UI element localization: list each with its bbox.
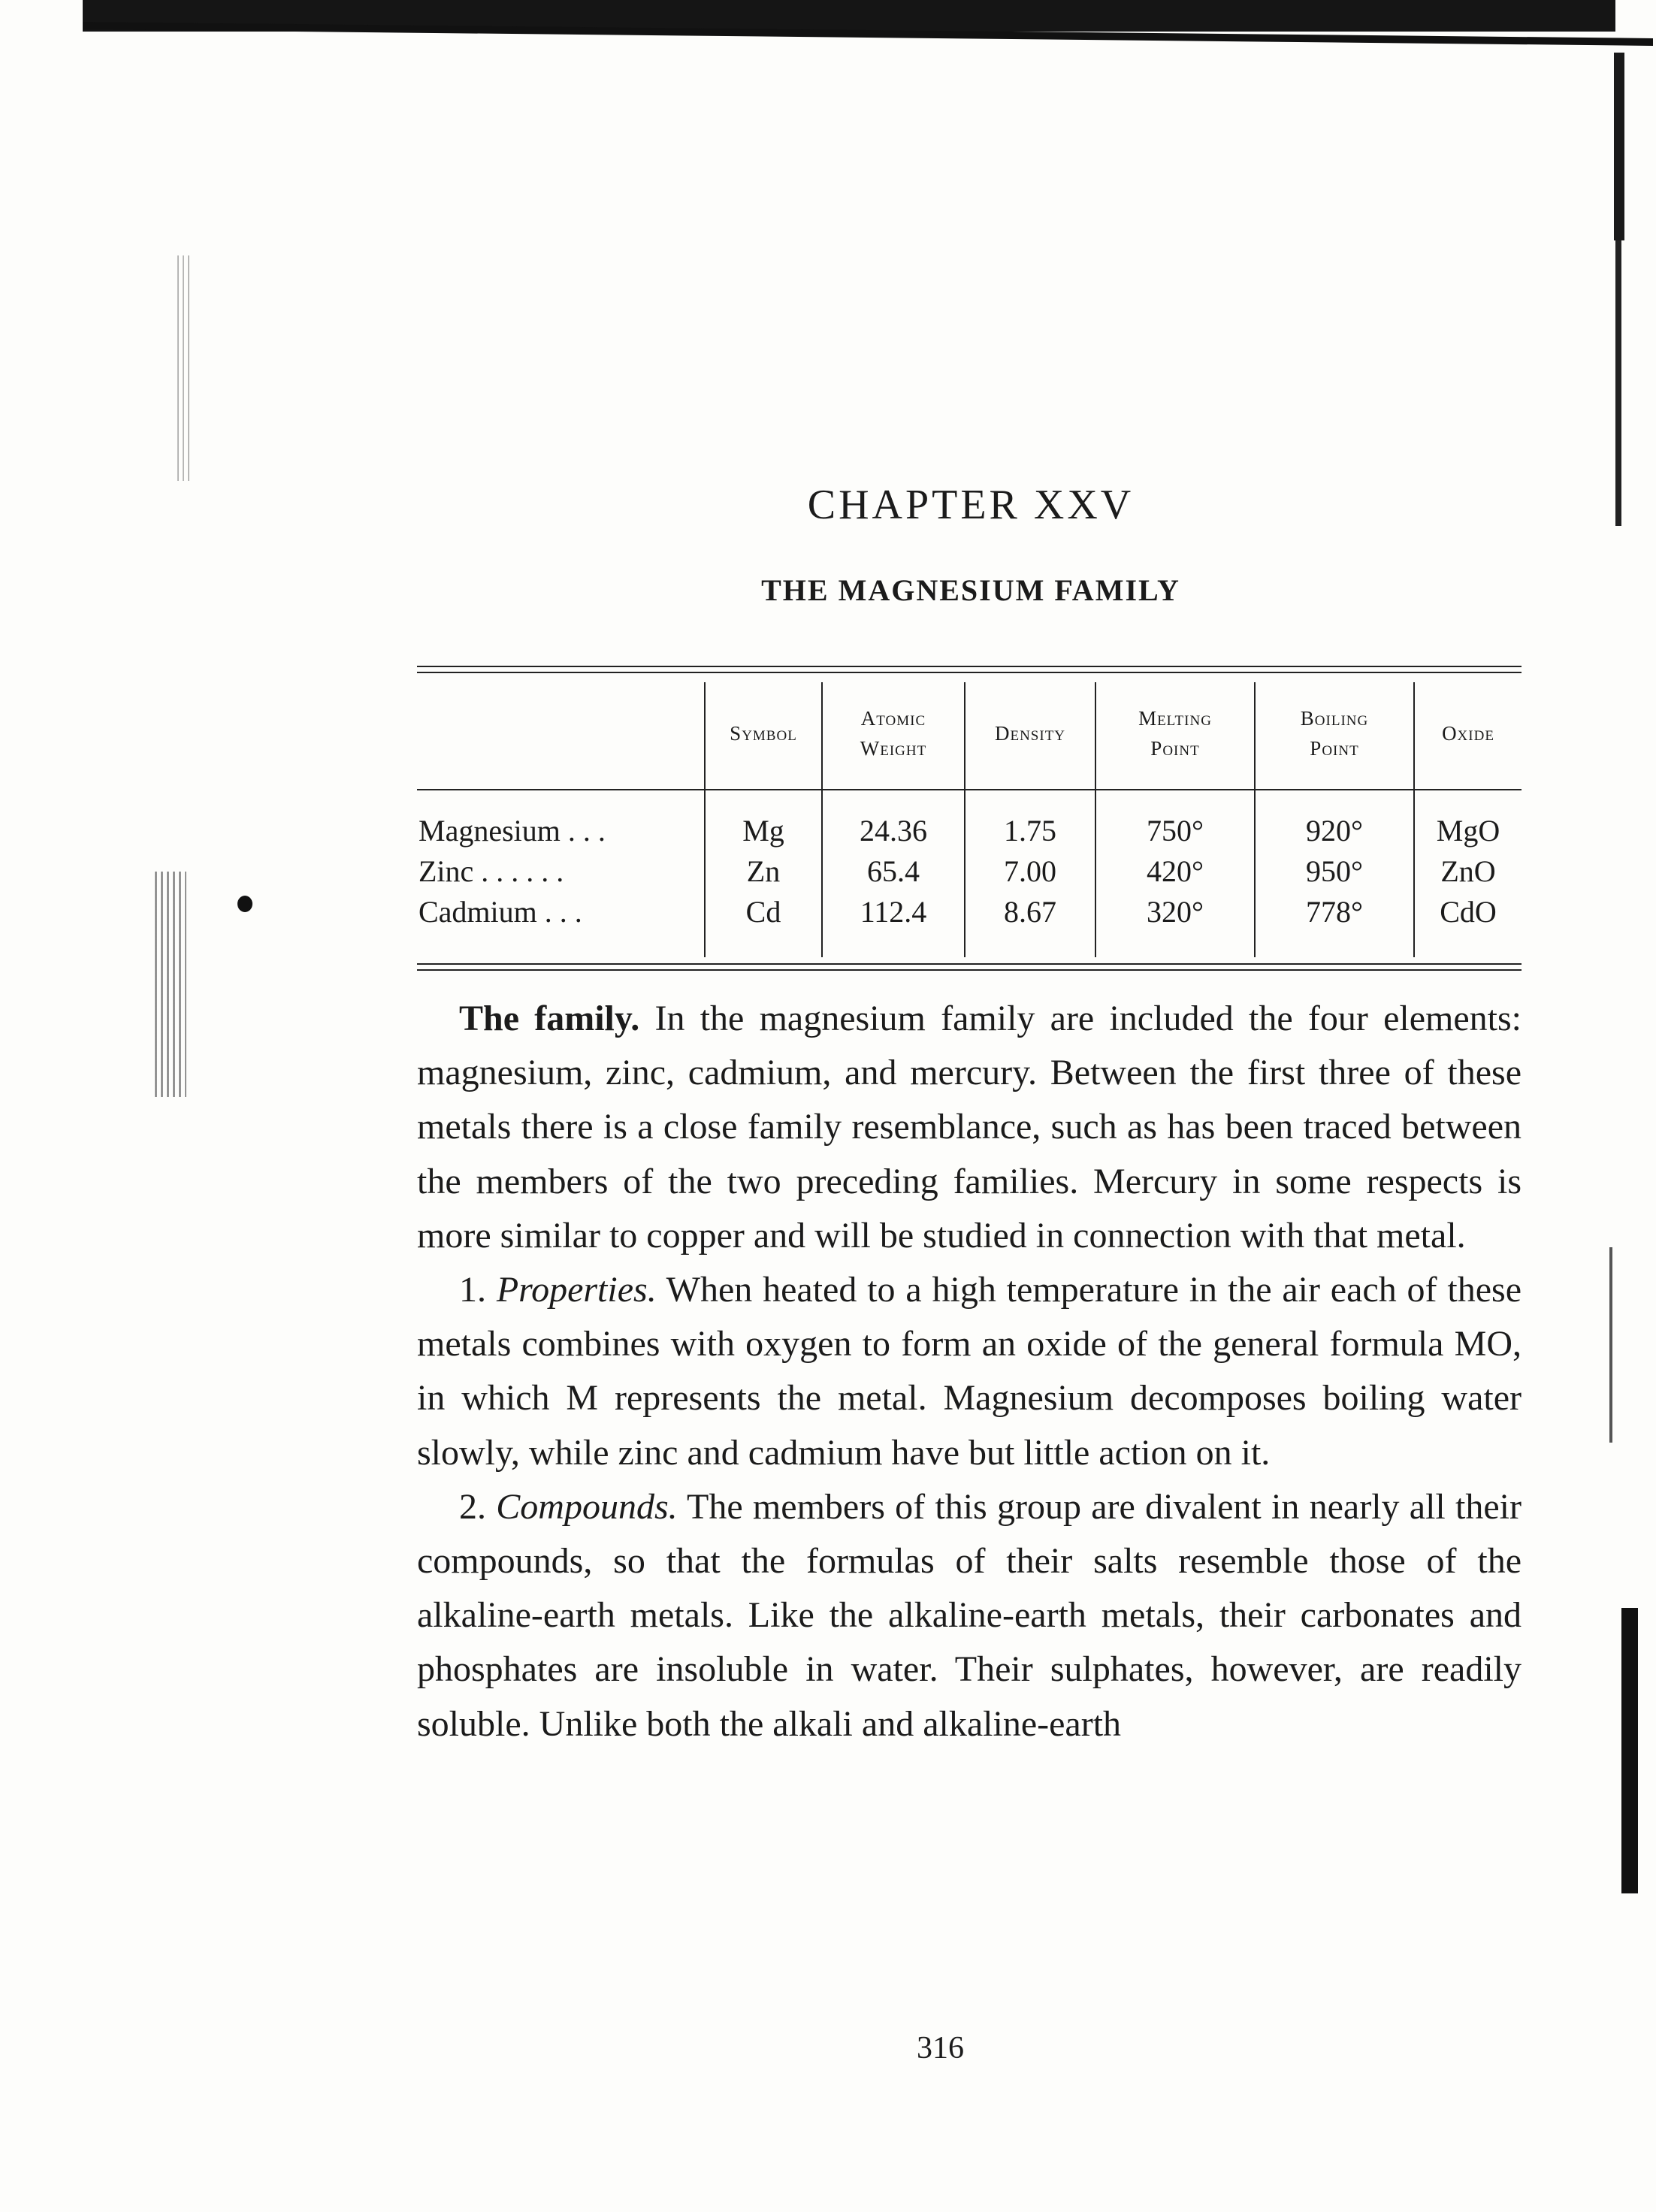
column-header-atomic-weight: Atomic Weight bbox=[860, 707, 927, 760]
column-header-boiling-point: Boiling Point bbox=[1300, 707, 1369, 760]
ink-blot bbox=[237, 896, 252, 912]
table-row-name: Cadmium . . . bbox=[419, 895, 582, 929]
table-row-name: Magnesium . . . bbox=[419, 814, 606, 848]
paragraph-heading: The family. bbox=[459, 999, 640, 1038]
table-cell: 65.4 bbox=[867, 854, 920, 888]
table-cell: 320° bbox=[1147, 895, 1204, 929]
paragraph-compounds bbox=[417, 1480, 1522, 1751]
column-header-oxide: Oxide bbox=[1442, 722, 1494, 745]
paragraph-heading: Compounds. bbox=[496, 1486, 678, 1527]
scan-binding-marks bbox=[177, 255, 192, 481]
scan-border-right bbox=[1614, 53, 1624, 240]
table-cell: 778° bbox=[1306, 895, 1363, 929]
table-cell: 920° bbox=[1306, 814, 1363, 848]
scan-border-right bbox=[1621, 1608, 1638, 1893]
table-cell: 24.36 bbox=[860, 814, 927, 848]
paragraph-number: 2. bbox=[459, 1486, 486, 1527]
scan-border-right bbox=[1609, 1247, 1612, 1443]
table-rule bbox=[417, 672, 1522, 673]
properties-table bbox=[417, 666, 1522, 974]
table-row-name: Zinc . . . . . . bbox=[419, 854, 564, 888]
table-cell: Cd bbox=[745, 895, 781, 929]
table-cell: 950° bbox=[1306, 854, 1363, 888]
table-cell: Zn bbox=[746, 854, 781, 888]
table-rule bbox=[417, 963, 1522, 965]
table-cell: Mg bbox=[742, 814, 784, 848]
table-cell: 750° bbox=[1147, 814, 1204, 848]
table-cell: 8.67 bbox=[1004, 895, 1056, 929]
table-cell: CdO bbox=[1440, 895, 1497, 929]
paragraph-text: In the magnesium family are included the four elements: magnesium, zinc, cadmium, and mercury. Between the first three of these metals there is a close family resemblance, such as has been traced between the members of the two preceding families. Mercury in some respects is more similar to copper and will be studied in connection with that metal. bbox=[417, 999, 1522, 1256]
table-cell: 1.75 bbox=[1004, 814, 1056, 848]
paragraph-properties bbox=[417, 1263, 1522, 1480]
page-title: THE MAGNESIUM FAMILY bbox=[761, 573, 1180, 607]
paragraph-number: 1. bbox=[459, 1270, 486, 1310]
paragraph-heading: Properties. bbox=[496, 1270, 657, 1310]
paragraph-family bbox=[417, 992, 1522, 1263]
column-header-density: Density bbox=[994, 722, 1066, 745]
body-text bbox=[417, 992, 1522, 1751]
table-cell: 7.00 bbox=[1004, 854, 1056, 888]
table-cell: 112.4 bbox=[860, 895, 927, 929]
scan-binding-marks bbox=[155, 872, 186, 1097]
column-header-symbol: Symbol bbox=[730, 722, 797, 745]
page-number: 316 bbox=[917, 2031, 964, 2065]
table-rule bbox=[417, 969, 1522, 971]
table-cell: 420° bbox=[1147, 854, 1204, 888]
paragraph-text: When heated to a high temperature in the air each of these metals combines with oxygen to form an oxide of the general formula MO, in which M represents the metal. Magnesium decomposes boiling water slowly, while zinc and cadmium have but little action on it. bbox=[417, 1270, 1522, 1473]
table-cell: MgO bbox=[1436, 814, 1500, 848]
table-cell: ZnO bbox=[1440, 854, 1496, 888]
column-header-melting-point: Melting Point bbox=[1138, 707, 1212, 760]
chapter-heading: CHAPTER XXV bbox=[807, 482, 1135, 528]
table-rule bbox=[417, 666, 1522, 667]
paragraph-text: The members of this group are divalent in nearly all their compounds, so that the formulas of their salts resemble those of the alkaline-earth metals. Like the alkaline-earth metals, their carbonates and phosphates are insoluble in water. Their sulphates, however, are readily soluble. Unlike both the alkali and alkaline-earth bbox=[417, 1486, 1522, 1744]
table-rule bbox=[417, 789, 1522, 790]
